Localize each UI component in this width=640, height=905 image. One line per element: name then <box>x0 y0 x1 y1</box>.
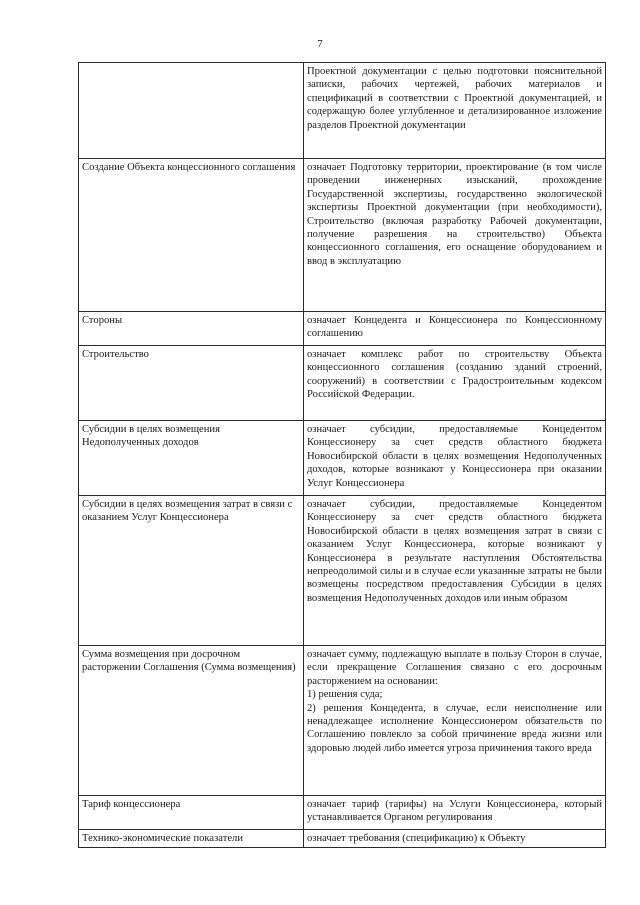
definition-cell: означает Концедента и Концессионера по Концессионному соглашению <box>304 312 606 346</box>
definition-cell: означает комплекс работ по строительству Объекта концессионного соглашения (созданию зданий строений, сооружений) в соответствии с Градостроительным кодексом Российской Федерации. <box>304 346 606 421</box>
term-cell <box>79 63 304 159</box>
term-cell: Стороны <box>79 312 304 346</box>
definition-list-item: 2) решения Концедента, в случае, если неисполнение или ненадлежащее исполнение Концессионером обязательств по Соглашению повлекло за собой причинение вреда жизни или здоровью людей либо имеется угроза причинения такого вреда <box>307 702 602 754</box>
table-row <box>79 63 606 159</box>
definitions-table <box>78 62 606 848</box>
table-row <box>79 646 606 796</box>
definition-cell: означает субсидии, предоставляемые Концедентом Концессионеру за счет средств областного бюджета Новосибирской области в целях возмещения Недополученных доходов, которые возникают у Концессионера при оказании Услуг Концессионера <box>304 421 606 496</box>
definition-cell: означает тариф (тарифы) на Услуги Концессионера, который устанавливается Органом регулирования <box>304 796 606 830</box>
definition-cell: означает субсидии, предоставляемые Концедентом Концессионеру за счет средств областного бюджета Новосибирской области в целях возмещения затрат в связи с оказанием Услуг Концессионера, которые возникают у Концессионера в результате наступления Обстоятельства непреодолимой силы и в случае если указанные затраты не были возмещены посредством предоставления Субсидии в целях возмещения Недополученных доходов или иным образом <box>304 496 606 646</box>
definition-cell: означает требования (спецификацию) к Объекту <box>304 830 606 848</box>
term-cell: Создание Объекта концессионного соглашения <box>79 159 304 312</box>
definition-list-item: 1) решения суда; <box>307 689 383 701</box>
page-number: 7 <box>317 38 323 50</box>
definition-cell: Проектной документации с целью подготовки пояснительной записки, рабочих чертежей, рабочих материалов и спецификаций в соответствии с Проектной документацией, и содержащую более углубленное и детализированное изложение разделов Проектной документации <box>304 63 606 159</box>
definition-cell: означает Подготовку территории, проектирование (в том числе проведении инженерных изысканий, прохождение Государственной экспертизы, государственно экологической экспертизы Проектной документации (при необходимости), Строительство (включая разработку Рабочей документации, получение разрешения на строительство) Объекта концессионного соглашения, его оснащение оборудованием и ввод в эксплуатацию <box>304 159 606 312</box>
definition-cell <box>304 646 606 796</box>
table-row <box>79 346 606 421</box>
table-row <box>79 159 606 312</box>
term-cell: Субсидии в целях возмещения Недополученных доходов <box>79 421 304 496</box>
term-cell: Технико-экономические показатели <box>79 830 304 848</box>
table-row <box>79 312 606 346</box>
term-cell: Строительство <box>79 346 304 421</box>
definition-text: означает сумму, подлежащую выплате в пользу Сторон в случае, если прекращение Соглашения связано с его досрочным расторжением на основании: <box>307 649 602 687</box>
table-row <box>79 796 606 830</box>
term-cell: Сумма возмещения при досрочном расторжении Соглашения (Сумма возмещения) <box>79 646 304 796</box>
table-row <box>79 830 606 848</box>
term-cell: Тариф концессионера <box>79 796 304 830</box>
table-row <box>79 496 606 646</box>
term-cell: Субсидии в целях возмещения затрат в связи с оказанием Услуг Концессионера <box>79 496 304 646</box>
table-row <box>79 421 606 496</box>
